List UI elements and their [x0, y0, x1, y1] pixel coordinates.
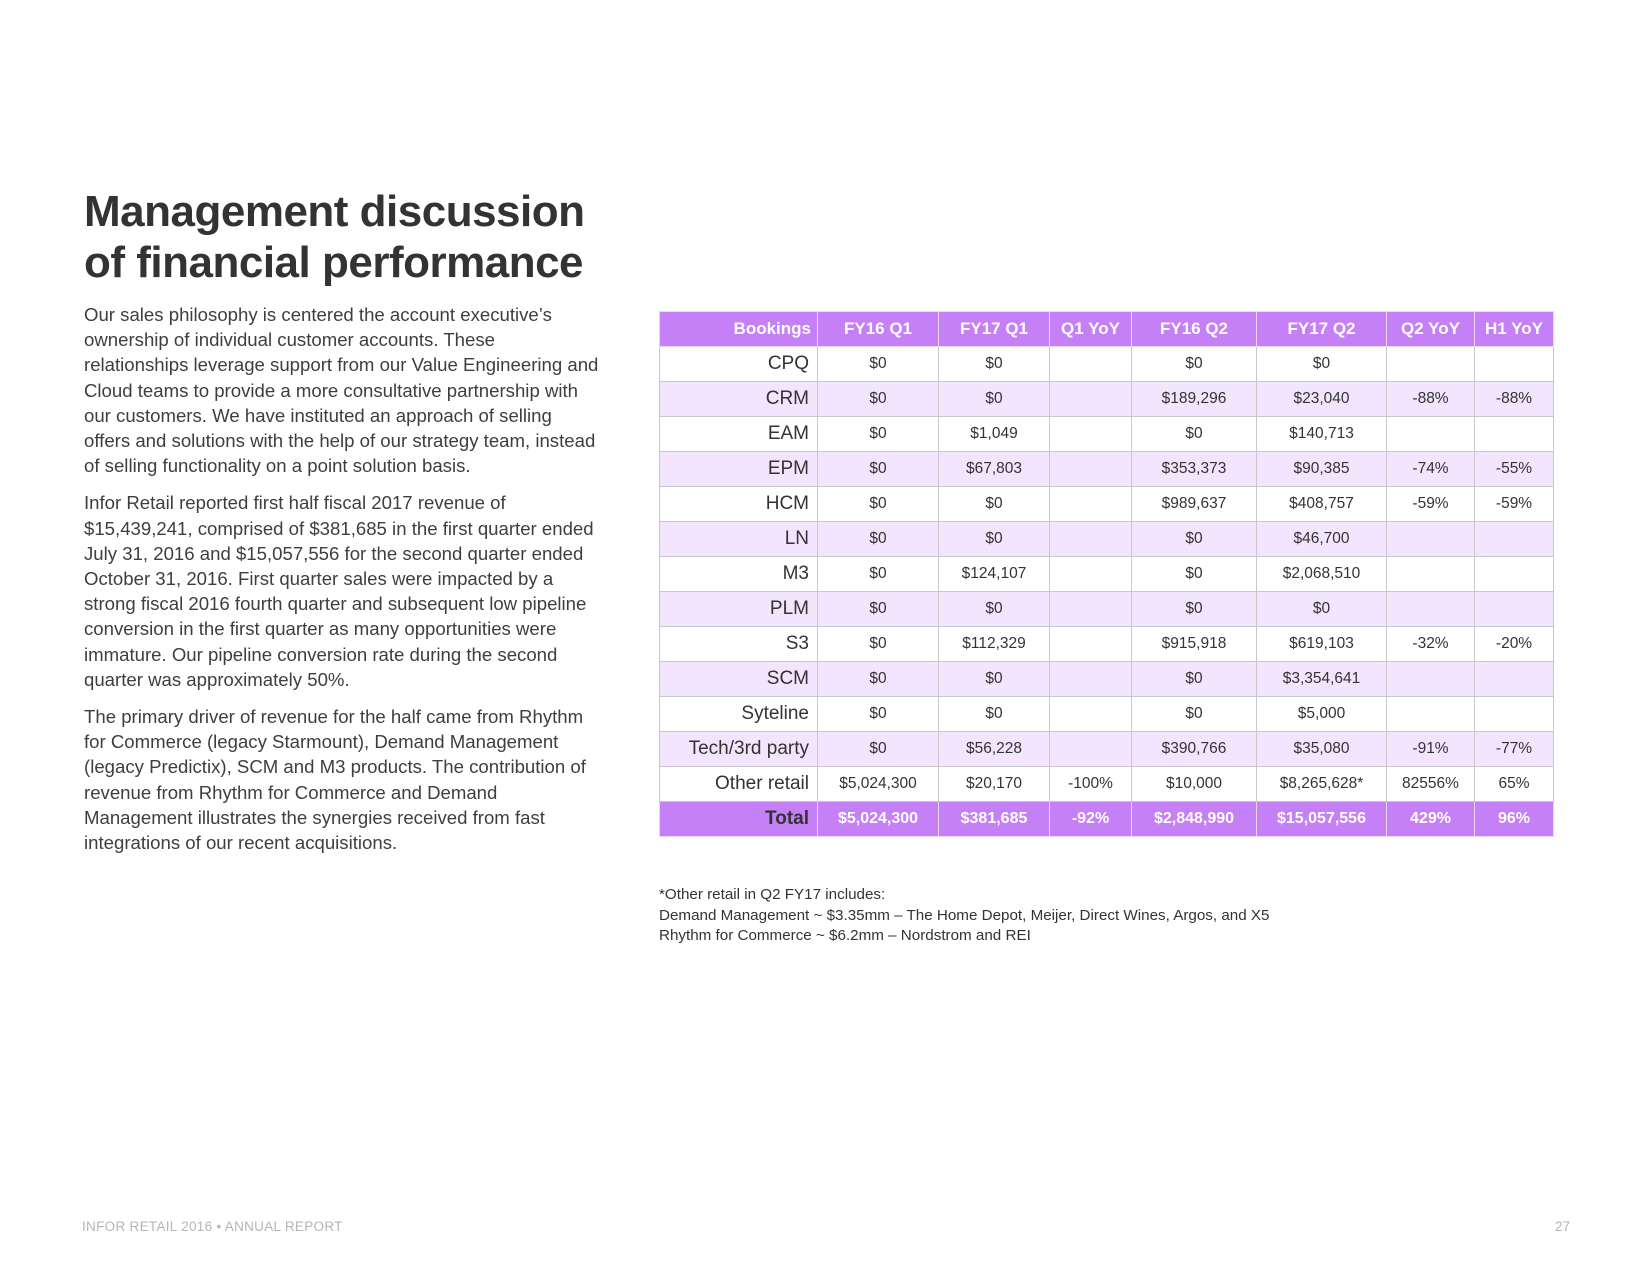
table-row: [660, 767, 1554, 802]
table-row: [660, 592, 1554, 627]
table-cell: -77%: [1475, 732, 1554, 767]
table-cell: $10,000: [1132, 767, 1257, 802]
footer-report-title: INFOR RETAIL 2016 • ANNUAL REPORT: [82, 1219, 343, 1234]
table-cell: $46,700: [1257, 522, 1387, 557]
table-cell: $0: [818, 662, 939, 697]
table-cell: $124,107: [939, 557, 1050, 592]
table-cell: [1050, 487, 1132, 522]
row-label-cell: PLM: [660, 592, 818, 627]
table-cell: [1050, 592, 1132, 627]
table-cell: [1475, 697, 1554, 732]
header-cell: FY17 Q2: [1257, 312, 1387, 347]
table-cell: -32%: [1387, 627, 1475, 662]
table-cell: $0: [818, 697, 939, 732]
table-cell: [1475, 592, 1554, 627]
table-cell: $0: [818, 592, 939, 627]
table-cell: -88%: [1387, 382, 1475, 417]
table-cell: [1387, 697, 1475, 732]
table-cell: $0: [1257, 347, 1387, 382]
table-cell: [1387, 347, 1475, 382]
bookings-table: [659, 311, 1554, 837]
footnote-line: Rhythm for Commerce ~ $6.2mm – Nordstrom and REI: [659, 927, 1031, 944]
table-header-row: [660, 312, 1554, 347]
total-cell: 96%: [1475, 802, 1554, 837]
page-number: 27: [1555, 1219, 1571, 1234]
table-cell: $390,766: [1132, 732, 1257, 767]
table-cell: $0: [818, 627, 939, 662]
row-label-cell: Syteline: [660, 697, 818, 732]
table-cell: $0: [818, 417, 939, 452]
row-label-cell: M3: [660, 557, 818, 592]
table-cell: $90,385: [1257, 452, 1387, 487]
row-label-cell: Tech/3rd party: [660, 732, 818, 767]
table-cell: $8,265,628*: [1257, 767, 1387, 802]
header-cell: FY17 Q1: [939, 312, 1050, 347]
table-cell: 65%: [1475, 767, 1554, 802]
table-cell: $0: [939, 382, 1050, 417]
table-cell: [1475, 417, 1554, 452]
table-row: [660, 732, 1554, 767]
table-cell: [1387, 417, 1475, 452]
table-cell: $0: [818, 452, 939, 487]
table-cell: $915,918: [1132, 627, 1257, 662]
row-label-cell: CRM: [660, 382, 818, 417]
table-cell: $0: [939, 662, 1050, 697]
page-title-line-1: Management discussion: [84, 187, 585, 236]
table-cell: $0: [818, 487, 939, 522]
header-cell: Q2 YoY: [1387, 312, 1475, 347]
table-cell: $3,354,641: [1257, 662, 1387, 697]
table-cell: [1050, 557, 1132, 592]
table-cell: $2,068,510: [1257, 557, 1387, 592]
footnote-line: *Other retail in Q2 FY17 includes:: [659, 886, 886, 903]
table-cell: $5,024,300: [818, 767, 939, 802]
table-cell: $0: [1132, 522, 1257, 557]
table-cell: $0: [1132, 347, 1257, 382]
table-cell: [1050, 662, 1132, 697]
table-cell: $56,228: [939, 732, 1050, 767]
table-row: [660, 627, 1554, 662]
table-cell: $35,080: [1257, 732, 1387, 767]
table-body: [660, 347, 1554, 802]
table-cell: $0: [1132, 662, 1257, 697]
header-cell: FY16 Q1: [818, 312, 939, 347]
table-cell: [1050, 347, 1132, 382]
row-label-cell: Other retail: [660, 767, 818, 802]
table-cell: [1387, 522, 1475, 557]
table-cell: $20,170: [939, 767, 1050, 802]
table-cell: [1050, 452, 1132, 487]
paragraph-revenue: Infor Retail reported first half fiscal 2017 revenue of $15,439,241, comprised of $381,685 in the first quarter ended July 31, 2016 and $15,057,556 for the second quarter ended October 31, 2016. First quarter sales were impacted by a strong fiscal 2016 fourth quarter and subsequent low pipeline conversion in the first quarter as many opportunities were immature. Our pipeline conversion rate during the second quarter was approximately 50%.: [84, 492, 594, 690]
table-cell: $0: [1132, 592, 1257, 627]
table-row: [660, 662, 1554, 697]
header-cell: Q1 YoY: [1050, 312, 1132, 347]
row-label-cell: SCM: [660, 662, 818, 697]
table-cell: [1050, 697, 1132, 732]
table-cell: [1475, 347, 1554, 382]
table-total-row: [660, 802, 1554, 837]
table-cell: -88%: [1475, 382, 1554, 417]
table-cell: $0: [1132, 557, 1257, 592]
table-cell: -59%: [1387, 487, 1475, 522]
table-cell: $0: [939, 697, 1050, 732]
total-cell: $15,057,556: [1257, 802, 1387, 837]
table-row: [660, 417, 1554, 452]
table-cell: [1387, 592, 1475, 627]
table-cell: $67,803: [939, 452, 1050, 487]
table-cell: [1050, 417, 1132, 452]
row-label-cell: CPQ: [660, 347, 818, 382]
table-cell: 82556%: [1387, 767, 1475, 802]
table-cell: $0: [818, 522, 939, 557]
table-row: [660, 557, 1554, 592]
table-cell: -100%: [1050, 767, 1132, 802]
total-cell: 429%: [1387, 802, 1475, 837]
table-cell: $0: [1257, 592, 1387, 627]
page-title-line-2: of financial performance: [84, 238, 584, 287]
body-text: [84, 302, 599, 867]
table-cell: [1387, 557, 1475, 592]
table-footnote: [659, 885, 1559, 947]
table-cell: $619,103: [1257, 627, 1387, 662]
table-row: [660, 382, 1554, 417]
table-row: [660, 452, 1554, 487]
table-cell: $0: [818, 382, 939, 417]
table-cell: $189,296: [1132, 382, 1257, 417]
table-cell: $0: [818, 557, 939, 592]
total-cell: -92%: [1050, 802, 1132, 837]
row-label-cell: S3: [660, 627, 818, 662]
table-cell: $408,757: [1257, 487, 1387, 522]
table-cell: $0: [1132, 697, 1257, 732]
table-cell: [1050, 627, 1132, 662]
row-label-cell: EAM: [660, 417, 818, 452]
table-row: [660, 522, 1554, 557]
paragraph-revenue-drivers: The primary driver of revenue for the half came from Rhythm for Commerce (legacy Starmount), Demand Management (legacy Predictix), SCM and M3 products. The contribution of revenue from Rhythm for Commerce and Demand Management illustrates the synergies received from fast integrations of our recent acquisitions.: [84, 706, 586, 854]
table-cell: $0: [1132, 417, 1257, 452]
table-cell: [1475, 522, 1554, 557]
paragraph-sales-philosophy: Our sales philosophy is centered the account executive’s ownership of individual customer accounts. These relationships leverage support from our Value Engineering and Cloud teams to provide a more consultative partnership with our customers. We have instituted an approach of selling offers and solutions with the help of our strategy team, instead of selling functionality on a point solution basis.: [84, 304, 599, 477]
table-cell: $353,373: [1132, 452, 1257, 487]
row-label-cell: LN: [660, 522, 818, 557]
table-row: [660, 487, 1554, 522]
table-cell: $0: [939, 487, 1050, 522]
table-cell: $112,329: [939, 627, 1050, 662]
total-cell: $381,685: [939, 802, 1050, 837]
table-cell: $0: [939, 592, 1050, 627]
table-cell: [1050, 382, 1132, 417]
table-cell: $0: [939, 522, 1050, 557]
table-cell: -59%: [1475, 487, 1554, 522]
row-label-cell: HCM: [660, 487, 818, 522]
header-cell: H1 YoY: [1475, 312, 1554, 347]
table-cell: [1475, 557, 1554, 592]
footnote-line: Demand Management ~ $3.35mm – The Home Depot, Meijer, Direct Wines, Argos, and X5: [659, 906, 1270, 924]
table-cell: -74%: [1387, 452, 1475, 487]
table-cell: $5,000: [1257, 697, 1387, 732]
table-cell: $989,637: [1132, 487, 1257, 522]
table-cell: $23,040: [1257, 382, 1387, 417]
table-cell: -20%: [1475, 627, 1554, 662]
table-cell: [1050, 522, 1132, 557]
header-cell: Bookings: [660, 312, 818, 347]
total-cell: $2,848,990: [1132, 802, 1257, 837]
header-cell: FY16 Q2: [1132, 312, 1257, 347]
page-title: [84, 186, 644, 288]
table-cell: $0: [939, 347, 1050, 382]
total-cell: $5,024,300: [818, 802, 939, 837]
total-cell: Total: [660, 802, 818, 837]
table-cell: [1387, 662, 1475, 697]
table-cell: [1050, 732, 1132, 767]
row-label-cell: EPM: [660, 452, 818, 487]
table-cell: [1475, 662, 1554, 697]
table-cell: -91%: [1387, 732, 1475, 767]
table-cell: $0: [818, 732, 939, 767]
table-cell: $140,713: [1257, 417, 1387, 452]
table-cell: -55%: [1475, 452, 1554, 487]
table-row: [660, 697, 1554, 732]
table-cell: $0: [818, 347, 939, 382]
table-cell: $1,049: [939, 417, 1050, 452]
table-row: [660, 347, 1554, 382]
